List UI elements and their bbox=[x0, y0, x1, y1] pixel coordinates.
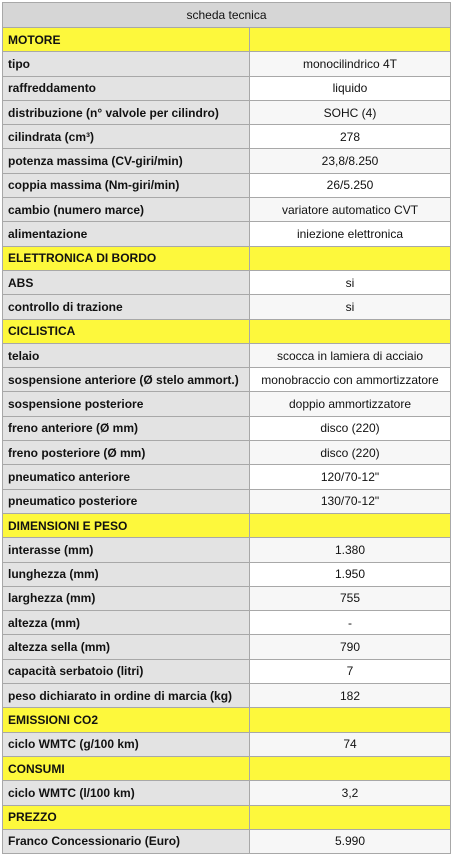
spec-label: capacità serbatoio (litri) bbox=[3, 659, 250, 683]
spec-row bbox=[3, 76, 451, 100]
spec-label: interasse (mm) bbox=[3, 538, 250, 562]
section-empty-cell bbox=[250, 756, 451, 780]
spec-row bbox=[3, 125, 451, 149]
section-title: ELETTRONICA DI BORDO bbox=[3, 246, 250, 270]
spec-row bbox=[3, 562, 451, 586]
spec-label: freno posteriore (Ø mm) bbox=[3, 441, 250, 465]
spec-row bbox=[3, 173, 451, 197]
section-title: CONSUMI bbox=[3, 756, 250, 780]
section-header-row bbox=[3, 805, 451, 829]
spec-value: variatore automatico CVT bbox=[250, 198, 451, 222]
spec-row bbox=[3, 659, 451, 683]
spec-label: distribuzione (n° valvole per cilindro) bbox=[3, 100, 250, 124]
spec-value: 7 bbox=[250, 659, 451, 683]
spec-label: alimentazione bbox=[3, 222, 250, 246]
spec-label: Franco Concessionario (Euro) bbox=[3, 829, 250, 853]
spec-label: lunghezza (mm) bbox=[3, 562, 250, 586]
spec-label: coppia massima (Nm-giri/min) bbox=[3, 173, 250, 197]
spec-label: telaio bbox=[3, 343, 250, 367]
spec-label: peso dichiarato in ordine di marcia (kg) bbox=[3, 684, 250, 708]
spec-label: freno anteriore (Ø mm) bbox=[3, 416, 250, 440]
spec-row bbox=[3, 343, 451, 367]
spec-row bbox=[3, 295, 451, 319]
spec-value: liquido bbox=[250, 76, 451, 100]
spec-value: disco (220) bbox=[250, 441, 451, 465]
spec-value: 1.380 bbox=[250, 538, 451, 562]
spec-value: 3,2 bbox=[250, 781, 451, 805]
section-header-row bbox=[3, 756, 451, 780]
spec-label: pneumatico anteriore bbox=[3, 465, 250, 489]
spec-row bbox=[3, 465, 451, 489]
spec-row bbox=[3, 829, 451, 853]
spec-value: scocca in lamiera di acciaio bbox=[250, 343, 451, 367]
spec-row bbox=[3, 781, 451, 805]
spec-value: monocilindrico 4T bbox=[250, 52, 451, 76]
spec-value: doppio ammortizzatore bbox=[250, 392, 451, 416]
spec-row bbox=[3, 441, 451, 465]
spec-label: potenza massima (CV-giri/min) bbox=[3, 149, 250, 173]
spec-label: larghezza (mm) bbox=[3, 586, 250, 610]
spec-value: 5.990 bbox=[250, 829, 451, 853]
spec-label: raffreddamento bbox=[3, 76, 250, 100]
section-empty-cell bbox=[250, 319, 451, 343]
section-header-row bbox=[3, 319, 451, 343]
spec-value: 790 bbox=[250, 635, 451, 659]
spec-label: ciclo WMTC (l/100 km) bbox=[3, 781, 250, 805]
spec-value: SOHC (4) bbox=[250, 100, 451, 124]
section-empty-cell bbox=[250, 28, 451, 52]
section-title: MOTORE bbox=[3, 28, 250, 52]
section-header-row bbox=[3, 28, 451, 52]
spec-label: controllo di trazione bbox=[3, 295, 250, 319]
spec-value: 278 bbox=[250, 125, 451, 149]
spec-label: sospensione posteriore bbox=[3, 392, 250, 416]
spec-value: iniezione elettronica bbox=[250, 222, 451, 246]
spec-value: 74 bbox=[250, 732, 451, 756]
spec-row bbox=[3, 635, 451, 659]
spec-value: disco (220) bbox=[250, 416, 451, 440]
spec-label: altezza (mm) bbox=[3, 611, 250, 635]
spec-label: altezza sella (mm) bbox=[3, 635, 250, 659]
sheet-title: scheda tecnica bbox=[3, 3, 451, 28]
spec-value: 755 bbox=[250, 586, 451, 610]
spec-value: si bbox=[250, 270, 451, 294]
section-empty-cell bbox=[250, 246, 451, 270]
spec-label: sospensione anteriore (Ø stelo ammort.) bbox=[3, 368, 250, 392]
section-header-row bbox=[3, 513, 451, 537]
section-empty-cell bbox=[250, 708, 451, 732]
spec-row bbox=[3, 684, 451, 708]
spec-value: 120/70-12" bbox=[250, 465, 451, 489]
section-title: PREZZO bbox=[3, 805, 250, 829]
section-empty-cell bbox=[250, 513, 451, 537]
section-title: EMISSIONI CO2 bbox=[3, 708, 250, 732]
spec-table bbox=[2, 2, 451, 854]
spec-row bbox=[3, 611, 451, 635]
spec-row bbox=[3, 149, 451, 173]
spec-label: cilindrata (cm³) bbox=[3, 125, 250, 149]
spec-row bbox=[3, 732, 451, 756]
spec-label: ABS bbox=[3, 270, 250, 294]
spec-label: cambio (numero marce) bbox=[3, 198, 250, 222]
spec-value: monobraccio con ammortizzatore bbox=[250, 368, 451, 392]
section-title: CICLISTICA bbox=[3, 319, 250, 343]
spec-table-body bbox=[3, 3, 451, 854]
title-row bbox=[3, 3, 451, 28]
spec-sheet bbox=[2, 2, 450, 854]
section-header-row bbox=[3, 246, 451, 270]
spec-row bbox=[3, 392, 451, 416]
spec-label: pneumatico posteriore bbox=[3, 489, 250, 513]
spec-row bbox=[3, 222, 451, 246]
section-header-row bbox=[3, 708, 451, 732]
spec-label: ciclo WMTC (g/100 km) bbox=[3, 732, 250, 756]
spec-value: si bbox=[250, 295, 451, 319]
spec-row bbox=[3, 538, 451, 562]
spec-row bbox=[3, 416, 451, 440]
spec-row bbox=[3, 100, 451, 124]
spec-value: 182 bbox=[250, 684, 451, 708]
spec-row bbox=[3, 198, 451, 222]
spec-row bbox=[3, 489, 451, 513]
spec-value: 130/70-12" bbox=[250, 489, 451, 513]
spec-row bbox=[3, 368, 451, 392]
spec-value: 26/5.250 bbox=[250, 173, 451, 197]
section-empty-cell bbox=[250, 805, 451, 829]
section-title: DIMENSIONI E PESO bbox=[3, 513, 250, 537]
spec-value: 23,8/8.250 bbox=[250, 149, 451, 173]
spec-value: 1.950 bbox=[250, 562, 451, 586]
spec-row bbox=[3, 52, 451, 76]
spec-row bbox=[3, 270, 451, 294]
spec-value: - bbox=[250, 611, 451, 635]
spec-label: tipo bbox=[3, 52, 250, 76]
spec-row bbox=[3, 586, 451, 610]
